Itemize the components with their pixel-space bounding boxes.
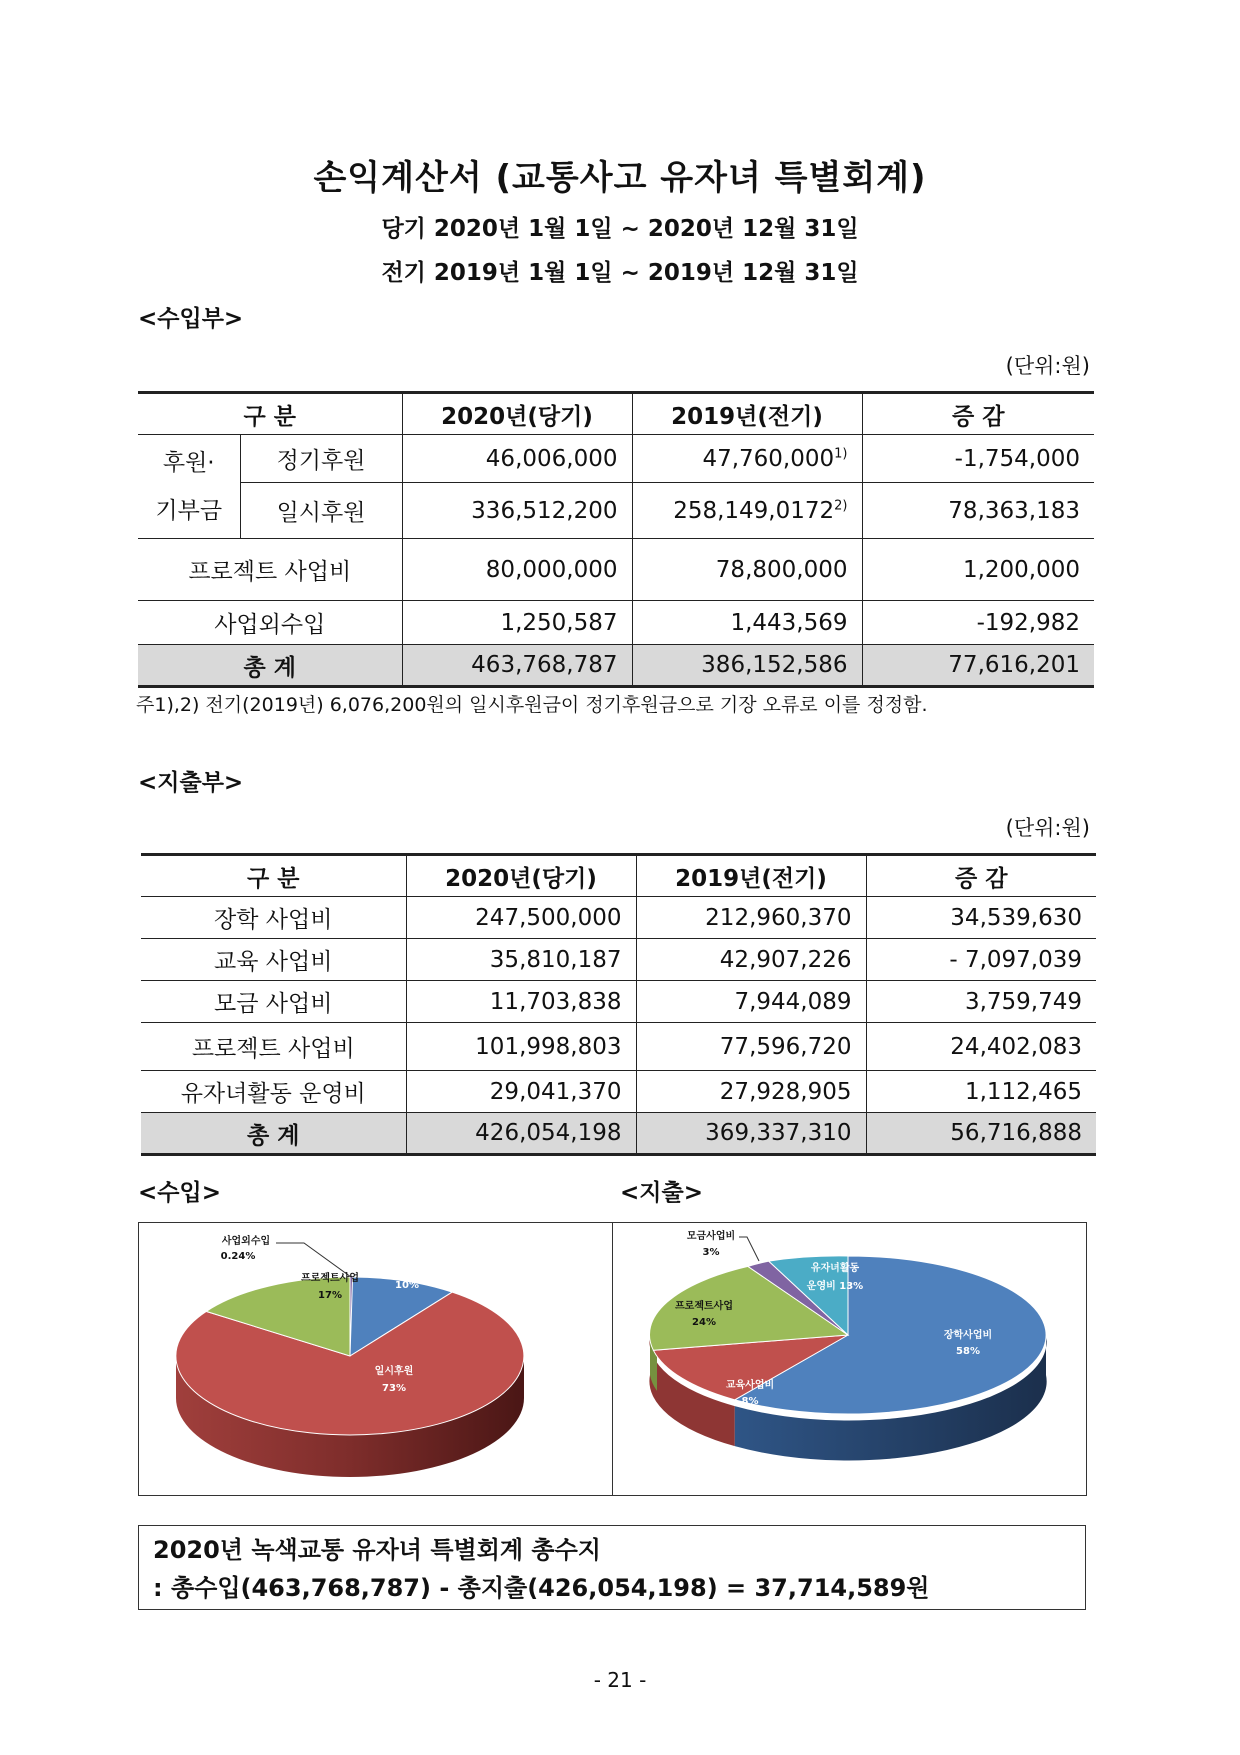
cell-current: 11,703,838 (406, 981, 636, 1023)
label-yujanyeo-1: 유자녀활동 (810, 1263, 860, 1274)
header-current: 2020년(당기) (402, 393, 632, 435)
total-label: 총 계 (138, 645, 402, 687)
table-row (141, 1071, 1096, 1113)
label-project: 프로젝트사업 (301, 1273, 359, 1284)
current-period: 당기 2020년 1월 1일 ~ 2020년 12월 31일 (381, 216, 859, 242)
header-category: 구 분 (138, 393, 402, 435)
leader-line (276, 1243, 351, 1277)
cell-change: 34,539,630 (866, 897, 1096, 939)
row-label: 정기후원 (240, 435, 402, 483)
pct-jang-hak: 58% (956, 1346, 980, 1357)
cell-previous: 77,596,720 (636, 1023, 866, 1071)
cell-change: -1,754,000 (862, 435, 1094, 483)
table-row (141, 939, 1096, 981)
table-row (141, 981, 1096, 1023)
row-label: 교육 사업비 (141, 939, 406, 981)
cell-change: 3,759,749 (866, 981, 1096, 1023)
cell-previous: 47,760,000$^{1)}$ (632, 435, 862, 483)
cell-change: 1,112,465 (866, 1071, 1096, 1113)
cell-change: 78,363,183 (862, 483, 1094, 539)
cell-change: 1,200,000 (862, 539, 1094, 601)
total-current: 426,054,198 (406, 1113, 636, 1155)
page-title: 손익계산서 (교통사고 유자녀 특별회계) (313, 158, 927, 198)
cell-current: 80,000,000 (402, 539, 632, 601)
row-label: 프로젝트 사업비 (141, 1023, 406, 1071)
table-row (141, 897, 1096, 939)
summary-line2: : 총수입(463,768,787) - 총지출(426,054,198) = 37,714,589원 (153, 1574, 930, 1602)
row-label: 사업외수입 (138, 601, 402, 645)
summary-box (138, 1525, 1086, 1610)
income-chart (138, 1222, 613, 1496)
expense-pie-svg (613, 1223, 1086, 1495)
cell-change: -192,982 (862, 601, 1094, 645)
cell-previous: 258,149,0172$^{2)}$ (632, 483, 862, 539)
cell-current: 29,041,370 (406, 1071, 636, 1113)
row-label: 일시후원 (240, 483, 402, 539)
pct-jeonggi: 10% (395, 1280, 419, 1291)
pct-ilsi: 73% (382, 1383, 406, 1394)
cell-previous: 1,443,569 (632, 601, 862, 645)
group-label-line2: 기부금 (155, 497, 223, 524)
label-jang-hak: 장학사업비 (943, 1330, 993, 1341)
income-total-row (138, 645, 1094, 687)
table-row (138, 483, 1094, 539)
donation-group-label (138, 435, 240, 539)
income-chart-title: <수입> (138, 1180, 221, 1206)
label-project: 프로젝트사업 (675, 1301, 733, 1312)
cell-change: - 7,097,039 (866, 939, 1096, 981)
leader-line (739, 1237, 759, 1261)
income-unit: (단위:원) (1005, 354, 1090, 378)
expense-chart-title: <지출> (620, 1180, 703, 1206)
expense-section-title: <지출부> (138, 770, 244, 796)
cell-current: 46,006,000 (402, 435, 632, 483)
row-label: 프로젝트 사업비 (138, 539, 402, 601)
row-label: 모금 사업비 (141, 981, 406, 1023)
cell-current: 35,810,187 (406, 939, 636, 981)
pct-sa-eop-oe: 0.24% (220, 1251, 256, 1262)
table-row (138, 539, 1094, 601)
total-change: 56,716,888 (866, 1113, 1096, 1155)
pct-project: 24% (692, 1317, 716, 1328)
cell-change: 24,402,083 (866, 1023, 1096, 1071)
table-row (138, 601, 1094, 645)
cell-current: 336,512,200 (402, 483, 632, 539)
income-header-row (138, 393, 1094, 435)
row-label: 장학 사업비 (141, 897, 406, 939)
header-current: 2020년(당기) (406, 855, 636, 897)
pct-project: 17% (318, 1290, 342, 1301)
expense-unit: (단위:원) (1005, 816, 1090, 840)
header-previous: 2019년(전기) (636, 855, 866, 897)
table-row (138, 435, 1094, 483)
pct-mogeum: 3% (702, 1247, 720, 1258)
income-table (138, 391, 1094, 688)
footnote-ref: 1) (834, 445, 848, 461)
total-current: 463,768,787 (402, 645, 632, 687)
total-change: 77,616,201 (862, 645, 1094, 687)
cell-previous: 212,960,370 (636, 897, 866, 939)
table-row (141, 1023, 1096, 1071)
cell-previous: 7,944,089 (636, 981, 866, 1023)
header-previous: 2019년(전기) (632, 393, 862, 435)
expense-table (141, 853, 1096, 1156)
row-label: 유자녀활동 운영비 (141, 1071, 406, 1113)
footnote-ref: 2) (834, 497, 848, 513)
income-section-title: <수입부> (138, 306, 244, 332)
expense-total-row (141, 1113, 1096, 1155)
label-sa-eop-oe: 사업외수입 (221, 1236, 271, 1247)
label-mogeum: 모금사업비 (686, 1231, 736, 1242)
header-change: 증 감 (866, 855, 1096, 897)
pct-gyoyuk: 8% (741, 1396, 759, 1407)
cell-previous: 27,928,905 (636, 1071, 866, 1113)
label-ilsi: 일시후원 (374, 1366, 414, 1377)
income-pie-svg (139, 1223, 612, 1495)
total-previous: 386,152,586 (632, 645, 862, 687)
total-previous: 369,337,310 (636, 1113, 866, 1155)
cell-previous: 42,907,226 (636, 939, 866, 981)
expense-chart (612, 1222, 1087, 1496)
cell-current: 247,500,000 (406, 897, 636, 939)
group-label-line1: 후원· (162, 449, 215, 476)
label-yujanyeo-2: 운영비 13% (806, 1281, 864, 1292)
cell-current: 1,250,587 (402, 601, 632, 645)
label-jeonggi: 정기후원 (387, 1265, 427, 1276)
cell-previous: 78,800,000 (632, 539, 862, 601)
header-category: 구 분 (141, 855, 406, 897)
label-gyoyuk: 교육사업비 (725, 1380, 775, 1391)
summary-line1: 2020년 녹색교통 유자녀 특별회계 총수지 (153, 1536, 601, 1564)
expense-header-row (141, 855, 1096, 897)
page-number: - 21 - (593, 1668, 647, 1692)
previous-period: 전기 2019년 1월 1일 ~ 2019년 12월 31일 (381, 260, 859, 286)
income-footnote: 주1),2) 전기(2019년) 6,076,200원의 일시후원금이 정기후원금으로 기장 오류로 이를 정정함. (136, 694, 928, 716)
total-label: 총 계 (141, 1113, 406, 1155)
header-change: 증 감 (862, 393, 1094, 435)
cell-current: 101,998,803 (406, 1023, 636, 1071)
